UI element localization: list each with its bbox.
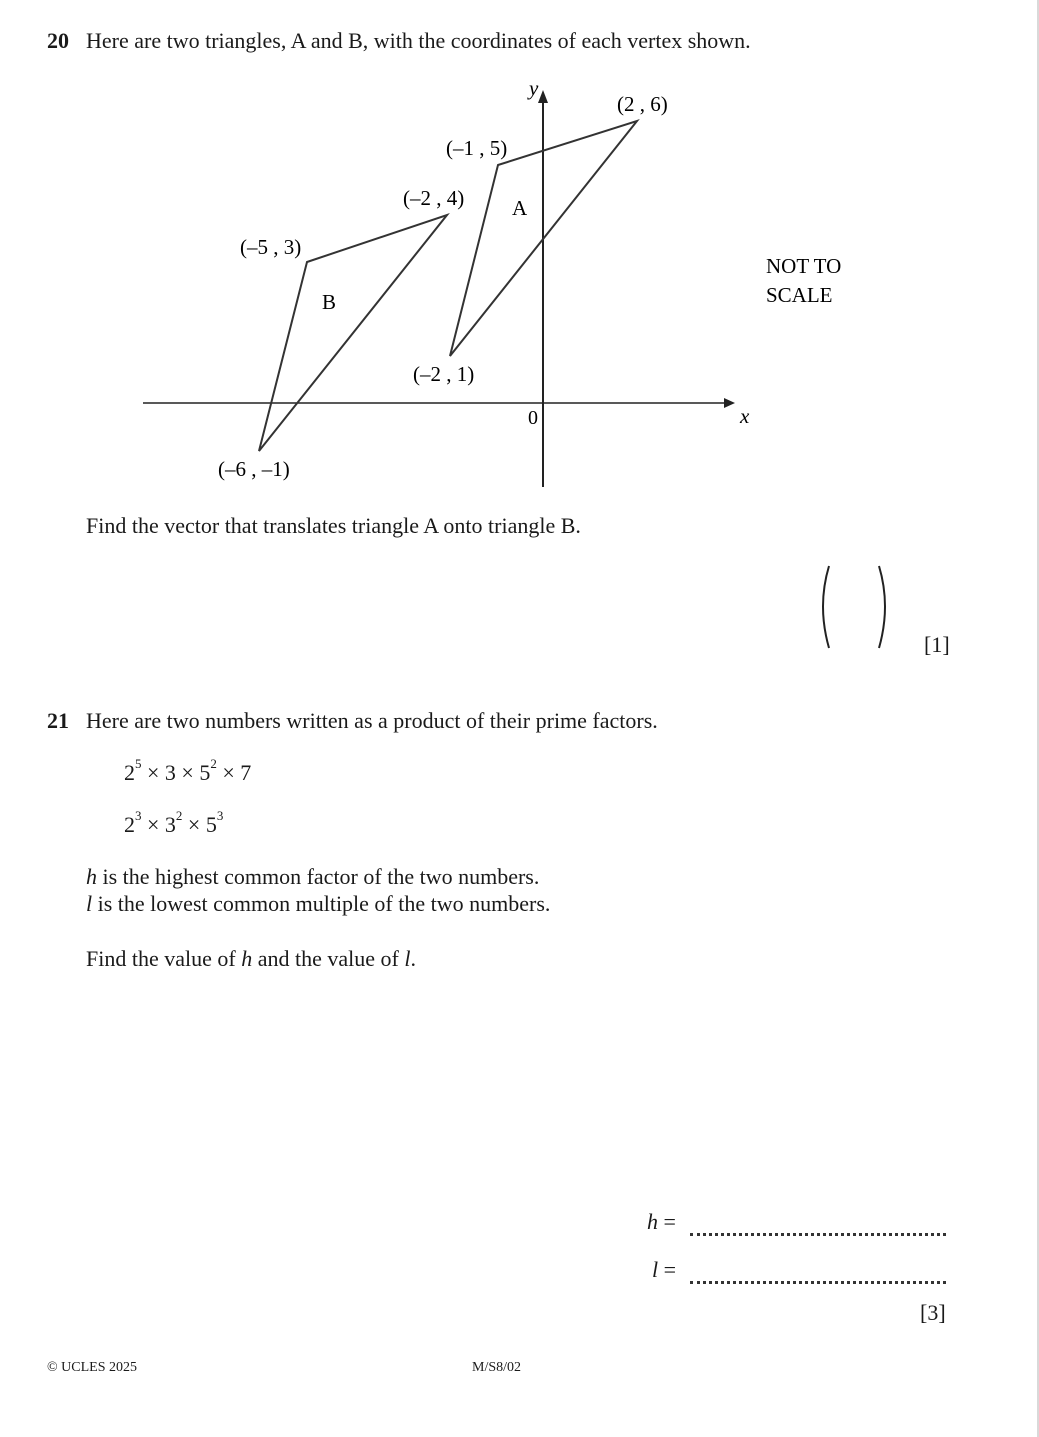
answer-h-label — [647, 1209, 676, 1235]
definition-h-variable: h — [86, 864, 97, 889]
question-21-prompt — [86, 946, 416, 972]
question-21-text: Here are two numbers written as a product of their prime factors. — [86, 708, 658, 733]
vector-answer-box[interactable] — [815, 560, 905, 655]
expr1-exponent-2: 2 — [210, 756, 217, 771]
expr2-middle-1: × 3 — [141, 812, 176, 837]
question-21-number: 21 — [47, 708, 69, 733]
definition-h-text: is the highest common factor of the two numbers. — [97, 864, 540, 889]
answer-h-variable: h — [647, 1209, 658, 1234]
x-axis-label: x — [740, 404, 750, 428]
prime-factor-expression-2 — [124, 808, 224, 838]
expr1-tail: × 7 — [216, 760, 252, 785]
vertex-label-b3: (–6 , –1) — [218, 457, 290, 481]
answer-l-line[interactable] — [690, 1281, 946, 1284]
expr1-middle: × 3 × 5 — [141, 760, 211, 785]
answer-h-equals: = — [663, 1209, 676, 1234]
answer-l-label — [652, 1257, 676, 1283]
not-to-scale-line2: SCALE — [766, 283, 833, 307]
not-to-scale-line1: NOT TO — [766, 254, 842, 278]
triangle-b-label: B — [322, 290, 337, 314]
prompt-part-2: and the value of — [252, 946, 405, 971]
expr2-exponent-2: 2 — [175, 808, 183, 823]
definition-h — [86, 864, 539, 890]
question-20-number: 20 — [47, 28, 69, 53]
expr1-exponent-1: 5 — [135, 756, 142, 771]
question-20-marks: [1] — [924, 632, 950, 657]
y-axis-arrow-icon — [538, 90, 548, 103]
vertex-label-b2: (–2 , 4) — [403, 186, 465, 210]
expr2-middle-2: × 5 — [182, 812, 217, 837]
prime-factor-expression-1 — [124, 756, 252, 786]
vertex-label-b1: (–5 , 3) — [240, 235, 302, 259]
prompt-l: l — [404, 946, 411, 971]
y-axis-label: y — [529, 76, 539, 100]
footer-copyright: © UCLES 2025 — [47, 1360, 137, 1375]
vertex-label-a1: (–1 , 5) — [446, 136, 508, 160]
vertex-label-a2: (2 , 6) — [617, 92, 668, 116]
question-20-text: Here are two triangles, A and B, with the coordinates of each vertex shown. — [86, 28, 751, 53]
triangle-a-label: A — [512, 196, 528, 220]
answer-l-variable: l — [652, 1257, 659, 1282]
expr2-exponent-1: 3 — [135, 808, 142, 823]
question-20-prompt: Find the vector that translates triangle A onto triangle B. — [86, 513, 581, 538]
vertex-label-a3: (–2 , 1) — [413, 362, 475, 386]
expr2-exponent-3: 3 — [216, 808, 224, 823]
definition-l-variable: l — [86, 891, 93, 916]
prompt-h: h — [241, 946, 253, 971]
left-bracket-icon — [823, 566, 829, 648]
expr1-base-2: 2 — [124, 760, 135, 785]
definition-l-text: is the lowest common multiple of the two numbers. — [92, 891, 551, 916]
answer-h-line[interactable] — [690, 1233, 946, 1236]
prompt-part-3: . — [410, 946, 416, 971]
answer-l-equals: = — [663, 1257, 677, 1282]
expr2-base-2: 2 — [124, 812, 135, 837]
x-axis-arrow-icon — [724, 398, 735, 408]
origin-label: 0 — [528, 407, 538, 429]
definition-l — [86, 891, 550, 917]
triangles-diagram — [0, 0, 1039, 520]
footer-code: M/S8/02 — [472, 1360, 522, 1375]
prompt-part-1: Find the value of — [86, 946, 242, 971]
question-21-marks: [3] — [920, 1300, 946, 1325]
right-bracket-icon — [879, 566, 885, 648]
